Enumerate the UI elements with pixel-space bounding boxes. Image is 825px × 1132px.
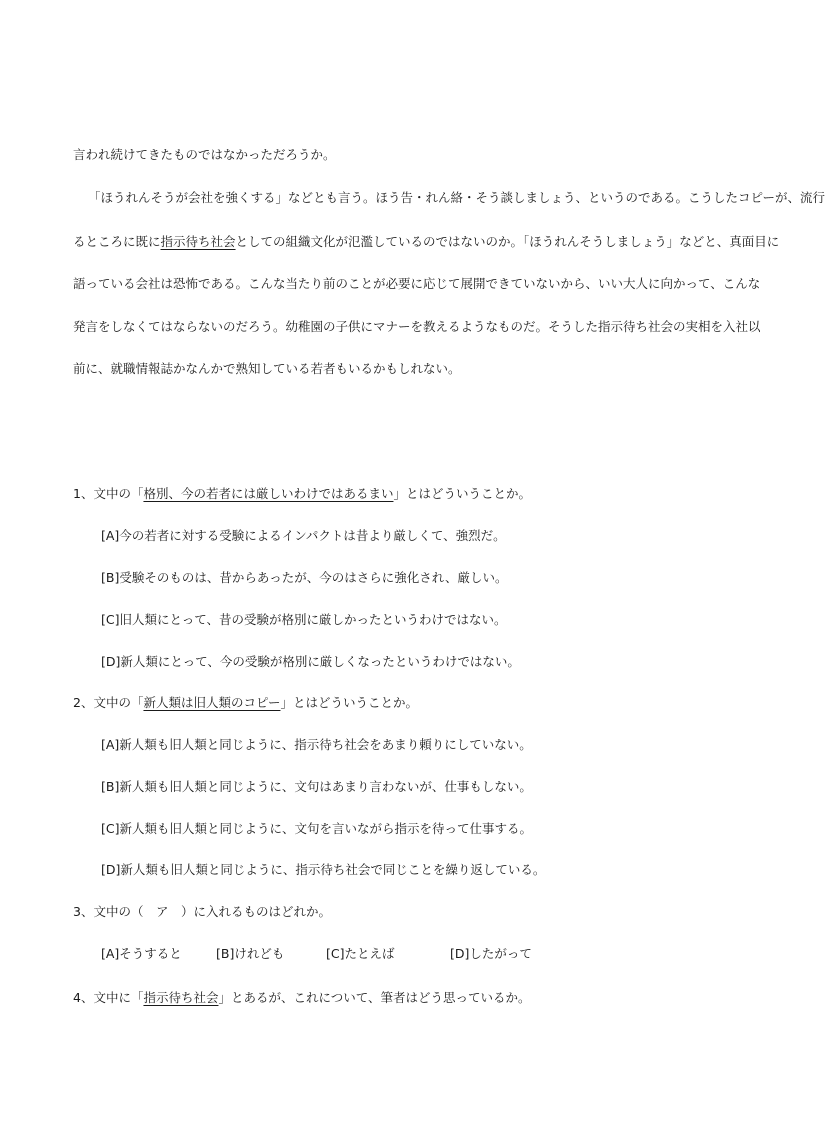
- passage-line-6: [73, 361, 733, 377]
- passage-line-2: [88, 190, 825, 206]
- question-suffix: 」とあるが、これについて、筆者はどう思っているか。: [218, 990, 531, 1005]
- question-suffix: 」とはどういうことか。: [280, 695, 418, 710]
- q2-option-b: [B]新人類も旧人類と同じように、文句はあまり言わないが、仕事もしない。: [101, 779, 532, 794]
- q1-option-b: [B]受験そのものは、昔からあったが、今のはさらに強化され、厳しい。: [101, 570, 508, 585]
- question-1: [73, 486, 531, 502]
- question-3: 3、文中の（ ア ）に入れるものはどれか。: [73, 904, 331, 919]
- question-prefix: 4、文中に「: [73, 990, 144, 1005]
- q1-option-c: [C]旧人類にとって、昔の受験が格別に厳しかったというわけではない。: [101, 612, 507, 627]
- q1-option-a: [A]今の若者に対する受験によるインパクトは昔より厳しくて、強烈だ。: [101, 528, 506, 543]
- q2-option-c: [C]新人類も旧人類と同じように、文句を言いながら指示を待って仕事する。: [101, 821, 532, 836]
- passage-text: としての組織文化が氾濫しているのではないのか。「ほうれんそうしましょう」などと、真面目に: [235, 234, 780, 249]
- quoted-phrase: 格別、今の若者には厳しいわけではあるまい: [143, 486, 394, 501]
- passage-line-3: [73, 234, 780, 250]
- q3-choice-d: [D]したがって: [450, 946, 532, 961]
- passage-text: 前に、就職情報誌かなんかで熟知している若者もいるかもしれない。: [73, 361, 461, 376]
- passage-text: 発言をしなくてはならないのだろう。幼稚園の子供にマナーを教えるようなものだ。そうした指示待ち社会の実相を入社以: [73, 319, 761, 334]
- q3-choice-a: [A]そうすると: [101, 946, 182, 961]
- underlined-phrase: 指示待ち社会: [160, 234, 236, 249]
- q2-option-a: [A]新人類も旧人類と同じように、指示待ち社会をあまり頼りにしていない。: [101, 737, 532, 752]
- passage-text: るところに既に: [73, 234, 161, 249]
- passage-text: 言われ続けてきたものではなかっただろうか。: [73, 147, 336, 162]
- quoted-phrase: 指示待ち社会: [143, 990, 219, 1005]
- q3-choice-c: [C]たとえば: [326, 946, 395, 961]
- passage-text: 「ほうれんそうが会社を強くする」などとも言う。ほう告・れん絡・そう談しましょう、というのである。こうしたコピーが、流行: [88, 190, 825, 205]
- question-4: [73, 990, 530, 1006]
- passage-line-1: [73, 147, 733, 163]
- passage-text: 語っている会社は恐怖である。こんな当たり前のことが必要に応じて展開できていないから、いい大人に向かって、こんな: [73, 276, 761, 291]
- passage-line-5: [73, 319, 761, 335]
- quoted-phrase: 新人類は旧人類のコピー: [143, 695, 281, 710]
- question-prefix: 1、文中の「: [73, 486, 144, 501]
- passage-line-4: [73, 276, 761, 292]
- q2-option-d: [D]新人類も旧人類と同じように、指示待ち社会で同じことを繰り返している。: [101, 862, 546, 877]
- question-prefix: 2、文中の「: [73, 695, 144, 710]
- q1-option-d: [D]新人類にとって、今の受験が格別に厳しくなったというわけではない。: [101, 654, 520, 669]
- question-2: [73, 695, 418, 711]
- question-suffix: 」とはどういうことか。: [393, 486, 531, 501]
- q3-choice-b: [B]けれども: [216, 946, 285, 961]
